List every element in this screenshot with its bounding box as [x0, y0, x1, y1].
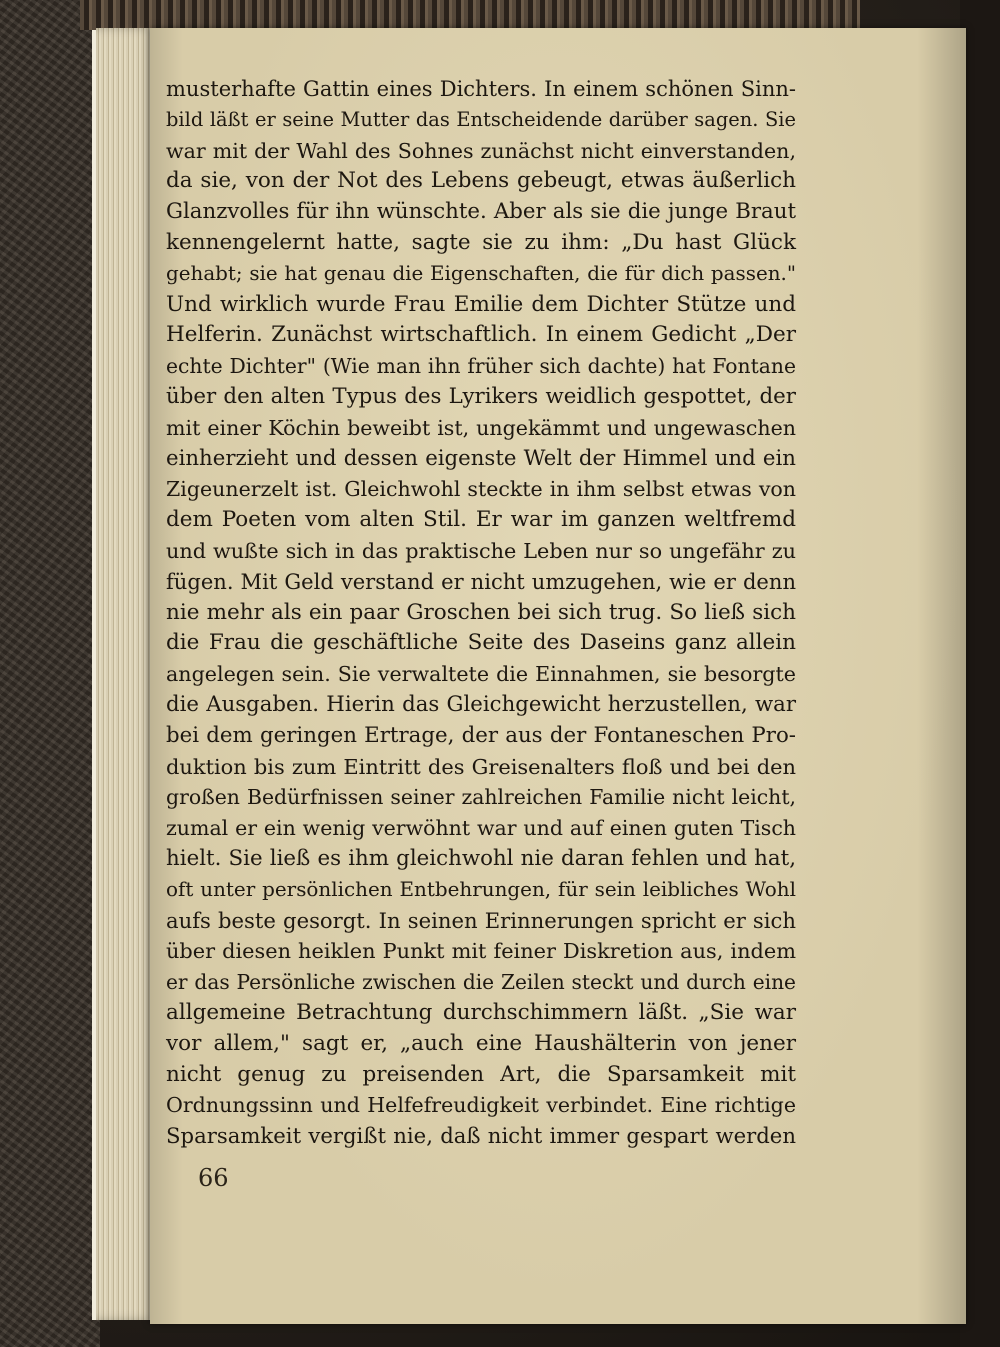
text-line: dem Poeten vom alten Stil. Er war im ganzen weltfremd — [166, 507, 796, 533]
text-line: Ordnungssinn und Helfefreudigkeit verbindet. Eine richtige — [166, 1093, 796, 1118]
text-line: bild läßt er seine Mutter das Entscheidende darüber sagen. Sie — [166, 107, 796, 131]
text-line: echte Dichter" (Wie man ihn früher sich dachte) hat Fontane — [166, 354, 796, 379]
text-line: da sie, von der Not des Lebens gebeugt, etwas äußerlich — [166, 168, 796, 194]
cover-texture — [0, 0, 100, 1347]
text-line: angelegen sein. Sie verwaltete die Einnahmen, sie besorgte — [166, 662, 796, 687]
text-line: über den alten Typus des Lyrikers weidlich gespottet, der — [166, 383, 796, 409]
page-stack — [96, 28, 154, 1320]
text-line: gehabt; sie hat genau die Eigenschaften, die für dich passen." — [166, 261, 796, 285]
text-line: musterhafte Gattin eines Dichters. In einem schönen Sinn- — [166, 76, 796, 101]
text-line: großen Bedürfnissen seiner zahlreichen Familie nicht leicht, — [166, 785, 796, 810]
text-line: hielt. Sie ließ es ihm gleichwohl nie daran fehlen und hat, — [166, 845, 796, 871]
text-line: aufs beste gesorgt. In seinen Erinnerungen spricht er sich — [166, 907, 796, 933]
text-line: die Ausgaben. Hierin das Gleichgewicht herzustellen, war — [166, 691, 796, 717]
text-line: und wußte sich in das praktische Leben nur so ungefähr zu — [166, 538, 796, 563]
page-body-text — [166, 74, 796, 1152]
cover-right-edge — [960, 0, 1000, 1347]
text-line: duktion bis zum Eintritt des Greisenalters floß und bei den — [166, 754, 796, 779]
text-line: die Frau die geschäftliche Seite des Daseins ganz allein — [166, 630, 796, 656]
cover-top-edge — [80, 0, 860, 30]
page-number: 66 — [198, 1164, 229, 1192]
text-line: nicht genug zu preisenden Art, die Sparsamkeit mit — [166, 1061, 796, 1087]
text-line: oft unter persönlichen Entbehrungen, für sein leibliches Wohl — [166, 877, 796, 901]
text-line: er das Persönliche zwischen die Zeilen steckt und durch eine — [166, 970, 796, 995]
text-line: bei dem geringen Ertrage, der aus der Fontaneschen Pro- — [166, 722, 796, 748]
text-line: Glanzvolles für ihn wünschte. Aber als sie die junge Braut — [166, 199, 796, 225]
text-line: mit einer Köchin beweibt ist, ungekämmt und ungewaschen — [166, 415, 796, 440]
text-line: über diesen heiklen Punkt mit feiner Diskretion aus, indem — [166, 939, 796, 964]
text-line: Sparsamkeit vergißt nie, daß nicht immer gespart werden — [166, 1123, 796, 1149]
text-line: zumal er ein wenig verwöhnt war und auf einen guten Tisch — [166, 816, 796, 841]
text-line: Helferin. Zunächst wirtschaftlich. In einem Gedicht „Der — [166, 322, 796, 348]
text-line: vor allem," sagt er, „auch eine Haushälterin von jener — [166, 1030, 796, 1056]
text-line: Zigeunerzelt ist. Gleichwohl steckte in ihm selbst etwas von — [166, 477, 796, 502]
text-line: allgemeine Betrachtung durchschimmern läßt. „Sie war — [166, 999, 796, 1025]
text-line: kennengelernt hatte, sagte sie zu ihm: „Du hast Glück — [166, 229, 796, 255]
text-line: war mit der Wahl des Sohnes zunächst nicht einverstanden, — [166, 138, 796, 163]
text-line: Und wirklich wurde Frau Emilie dem Dichter Stütze und — [166, 291, 796, 317]
text-line: einherzieht und dessen eigenste Welt der Himmel und ein — [166, 445, 796, 471]
text-line: fügen. Mit Geld verstand er nicht umzugehen, wie er denn — [166, 568, 796, 594]
text-line: nie mehr als ein paar Groschen bei sich trug. So ließ sich — [166, 599, 796, 625]
